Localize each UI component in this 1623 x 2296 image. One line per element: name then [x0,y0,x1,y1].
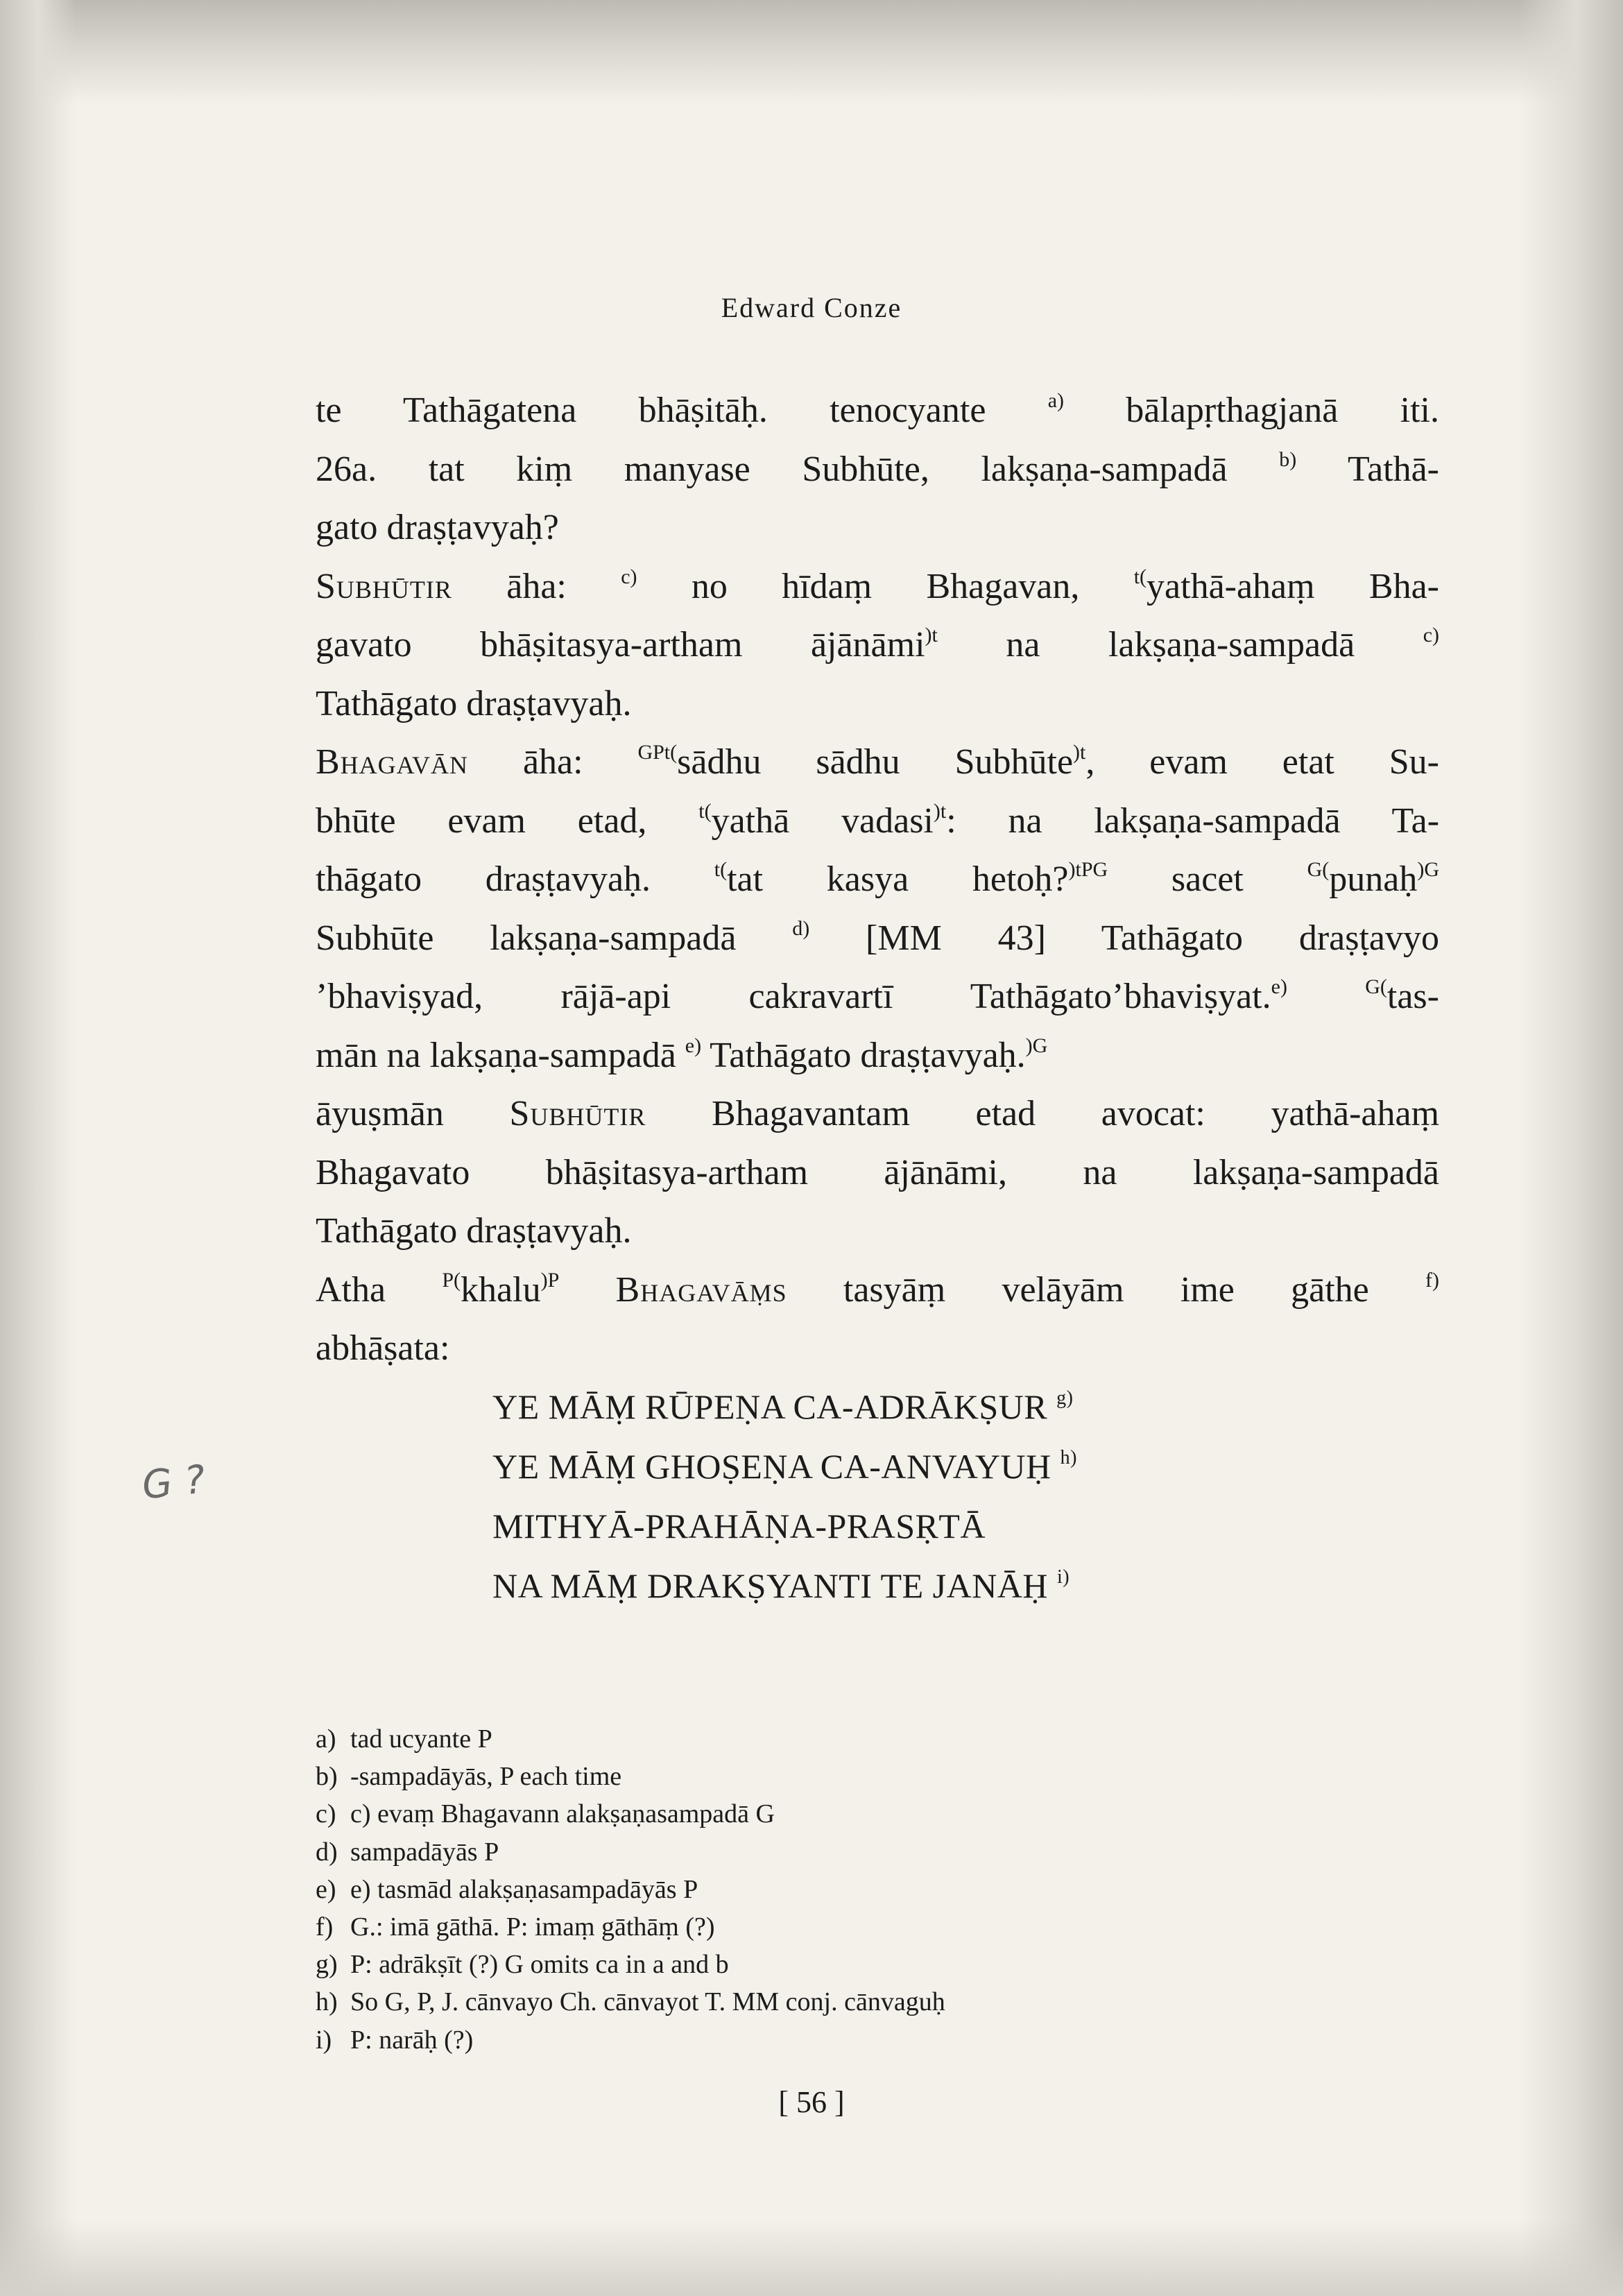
footnote-label: i) [316,2025,332,2055]
footnote-label: f) [316,1912,334,1942]
footnote-text: sampadāyās P [350,1837,499,1867]
text-line: gato draṣṭavyaḥ? [316,508,559,547]
verse-block [492,1377,1325,1616]
text-line: te Tathāgatena bhāṣitāḥ. tenocyante $^{a)}$ bālapṛthagjanā iti. [316,389,1439,430]
text-line: Bhagavān āha: $^{GPt(}$sādhu sādhu Subhūte$^{)t}$, evam etat Su- [316,741,1439,782]
footnote-label: e) [316,1874,336,1904]
scan-edge-top [0,0,1623,104]
footnote-marker: g) [1056,1387,1074,1409]
text-line: thāgato draṣṭavyaḥ. $^{t(}$tat kasya hetoḥ?$^{)tPG}$ sacet $^{G(}$punaḥ$^{)G}$ [316,858,1439,899]
footnote [316,1908,1287,1946]
small-caps-name: Bhagavān [316,742,469,782]
footnote-marker: t( [1133,565,1147,588]
footnote [316,1946,1287,1983]
footnote [316,1758,1287,1795]
text-line: Tathāgato draṣṭavyaḥ. [316,683,632,723]
footnote-marker: h) [1060,1447,1077,1468]
footnote-marker: G( [1307,858,1330,881]
small-caps-name: Subhūtir [509,1094,646,1133]
footnote-marker: a) [1047,389,1065,412]
footnote-label: c) [316,1799,336,1829]
footnote-marker: i) [1057,1566,1070,1588]
text-line: ’bhaviṣyad, rājā-api cakravartī Tathāgato’bhaviṣyat.$^{e)}$ $^{G(}$tas- [316,975,1439,1016]
text-line: Bhagavato bhāṣitasya-artham ājānāmi, na lakṣaṇa-sampadā [316,1152,1439,1192]
main-text [316,382,1439,1378]
footnote-marker: e) [685,1034,702,1057]
footnote-text: G.: imā gāthā. P: imaṃ gāthāṃ (?) [350,1912,715,1942]
footnote-marker: t( [698,799,712,823]
footnote-label: d) [316,1837,338,1867]
text-line: bhūte evam etad, $^{t(}$yathā vadasi$^{)t}$: na lakṣaṇa-sampadā Ta- [316,799,1440,841]
scan-edge-left [0,0,76,2296]
footnote-marker: d) [792,916,810,940]
verse-line: NA MĀṂ DRAKṢYANTI TE JANĀḤ $^{i)}$ [492,1566,1070,1605]
footnote-text: P: adrākṣīt (?) G omits ca in a and b [350,1950,729,1980]
scan-edge-bottom [0,2220,1623,2296]
footnote [316,1795,1287,1833]
text-line: Subhūtir āha: $^{c)}$ no hīdaṃ Bhagavan, $^{t(}$yathā-ahaṃ Bha- [316,565,1439,606]
footnote-text: So G, P, J. cānvayo Ch. cānvayot T. MM conj. cānvaguḥ [350,1987,945,2017]
footnote-label: b) [316,1762,338,1792]
footnotes [316,1720,1287,2059]
scan-edge-right [1519,0,1623,2296]
footnote-label: g) [316,1950,338,1980]
text-line: 26a. tat kiṃ manyase Subhūte, lakṣaṇa-sampadā $^{b)}$ Tathā- [316,447,1439,489]
footnote-marker: G( [1365,975,1387,998]
verse-line: YE MĀṂ GHOṢEṆA CA-ANVAYUḤ $^{h)}$ [492,1447,1077,1486]
footnote-label: h) [316,1987,338,2017]
footnote-marker: t( [714,858,728,881]
footnote-marker: )G [1025,1034,1048,1057]
footnote-text: P: narāḥ (?) [350,2025,474,2055]
footnote-marker: e) [1271,975,1287,998]
footnote-marker: b) [1279,447,1297,471]
footnote-text: -sampadāyās, P each time [350,1762,622,1792]
footnote-marker: c) [621,565,637,588]
footnote-marker: )t [1073,741,1086,764]
footnote-marker: P( [442,1268,461,1292]
footnote-marker: )P [540,1268,560,1292]
text-line: gavato bhāṣitasya-artham ājānāmi$^{)t}$ na lakṣaṇa-sampadā $^{c)}$ [316,624,1440,665]
text-line: Atha $^{P(}$khalu$^{)P}$ Bhagavāṃs tasyāṃ velāyām ime gāthe $^{f)}$ [316,1268,1439,1310]
footnote [316,1871,1287,1908]
footnote-marker: )t [933,799,947,823]
verse-line: YE MĀṂ RŪPEṆA CA-ADRĀKṢUR $^{g)}$ [492,1387,1074,1426]
page-number: [ 56 ] [778,2085,845,2119]
footnote [316,1833,1287,1871]
footnote-marker: )G [1417,858,1439,881]
text-line: abhāṣata: [316,1328,450,1368]
footnote [316,1983,1287,2021]
footnote-text: c) evaṃ Bhagavann alakṣaṇasampadā G [350,1799,775,1829]
small-caps-name: Subhūtir [316,566,452,606]
footnote [316,1720,1287,1758]
small-caps-name: Bhagavāṃs [615,1269,787,1310]
footnote-marker: GPt( [637,741,678,764]
footnote-text: e) tasmād alakṣaṇasampadāyās P [350,1874,698,1904]
text-line: mān na lakṣaṇa-sampadā $^{e)}$ Tathāgato draṣṭavyaḥ.$^{)G}$ [316,1034,1048,1075]
text-line: Subhūte lakṣaṇa-sampadā $^{d)}$ [MM 43] Tathāgato draṣṭavyo [316,916,1439,958]
running-header-author: Edward Conze [721,292,902,323]
footnote-marker: )t [925,624,938,646]
margin-annotation: G ? [139,1457,208,1509]
text-line: Tathāgato draṣṭavyaḥ. [316,1211,632,1251]
footnote-marker: c) [1423,624,1440,646]
verse-line: MITHYĀ-PRAHĀṆA-PRASṚTĀ [492,1507,986,1545]
footnote-marker: )tPG [1068,858,1108,881]
footnote-label: a) [316,1724,336,1754]
text-line: āyuṣmān Subhūtir Bhagavantam etad avocat: yathā-ahaṃ [316,1094,1440,1133]
footnote [316,2021,1287,2059]
footnote-text: tad ucyante P [350,1724,492,1754]
footnote-marker: f) [1425,1268,1439,1292]
